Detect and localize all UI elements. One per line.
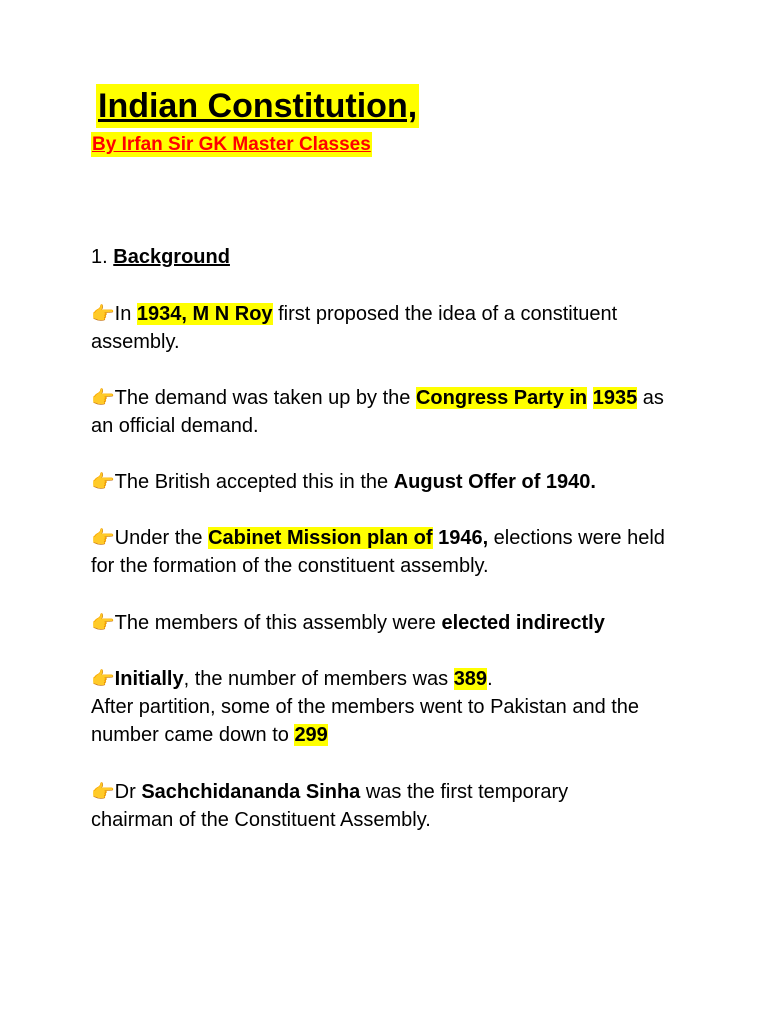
point-7-bold: Sachchidananda Sinha	[141, 781, 361, 803]
point-4-highlight: Cabinet Mission plan of	[208, 527, 433, 549]
pointing-hand-icon: 👉	[91, 613, 115, 634]
point-2-highlight-2: 1935	[592, 387, 638, 409]
pointing-hand-icon: 👉	[91, 782, 115, 803]
pointing-hand-icon: 👉	[91, 528, 115, 549]
point-4	[91, 524, 666, 580]
pointing-hand-icon: 👉	[91, 669, 115, 690]
point-1	[91, 300, 691, 356]
section-number: 1.	[91, 246, 114, 268]
section-heading	[91, 243, 230, 271]
point-6-line-2: After partition, some of the members went to Pakistan and the number came down to	[91, 696, 640, 746]
point-3-bold: August Offer of 1940.	[393, 471, 596, 493]
point-4-bold: 1946,	[432, 527, 489, 549]
point-4-text-a: Under the	[114, 527, 209, 549]
point-6-bold: Initially	[114, 668, 184, 690]
point-3	[91, 468, 691, 496]
point-1-highlight: 1934, M N Roy	[136, 303, 273, 325]
point-6-highlight-2: 299	[294, 724, 328, 746]
section-heading-text: Background	[113, 246, 230, 268]
point-1-text-b: first proposed the idea of a constituent assembly.	[91, 303, 618, 353]
document-title: Indian Constitution,	[96, 84, 419, 128]
point-3-text-a: The British accepted this in the	[114, 471, 394, 493]
point-7-text-a: Dr	[114, 781, 142, 803]
point-5-bold: elected indirectly	[441, 612, 605, 634]
point-7	[91, 778, 651, 834]
pointing-hand-icon: 👉	[91, 388, 115, 409]
point-2-text-b: as an official demand.	[91, 387, 664, 437]
point-6-text-b: .	[487, 668, 493, 690]
pointing-hand-icon: 👉	[91, 304, 115, 325]
point-6	[91, 665, 691, 749]
point-5	[91, 609, 691, 637]
point-2-space	[587, 387, 593, 409]
point-2	[91, 384, 671, 440]
point-6-highlight-1: 389	[453, 668, 488, 690]
document-subtitle: By Irfan Sir GK Master Classes	[92, 134, 371, 155]
point-7-text-b: was the first temporary chairman of the Constituent Assembly.	[91, 781, 569, 831]
point-2-highlight-1: Congress Party in	[415, 387, 588, 409]
point-5-text-a: The members of this assembly were	[114, 612, 442, 634]
point-2-text-a: The demand was taken up by the	[114, 387, 416, 409]
point-4-text-b: elections were held for the formation of the constituent assembly.	[91, 527, 665, 577]
point-6-text-a: , the number of members was	[183, 668, 454, 690]
point-1-text-a: In	[114, 303, 137, 325]
pointing-hand-icon: 👉	[91, 472, 115, 493]
